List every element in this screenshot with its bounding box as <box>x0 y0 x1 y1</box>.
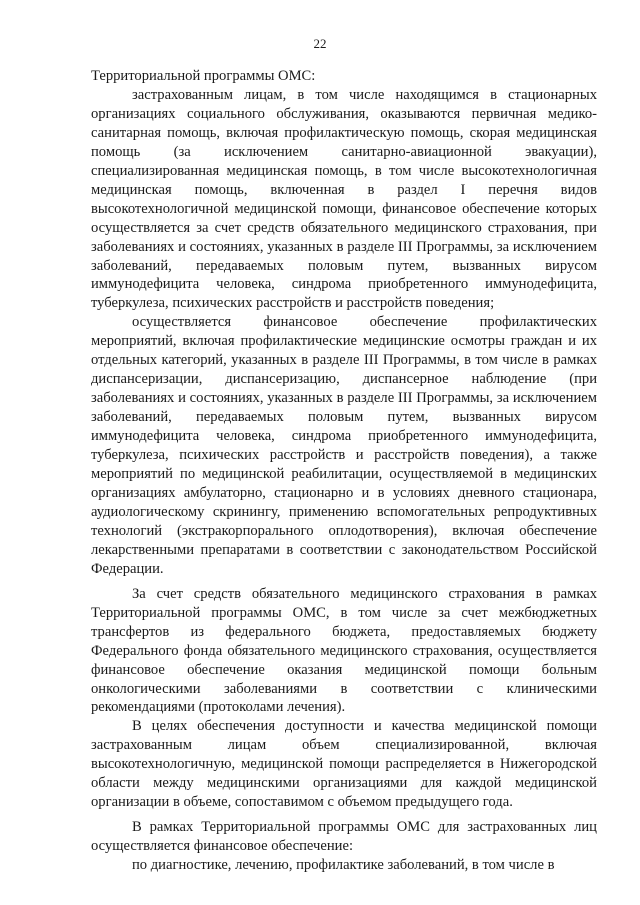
paragraph-preventive-measures: осуществляется финансовое обеспечение профилактических мероприятий, включая профилактические медицинские осмотры граждан и их отдельных категорий, указанных в разделе III Программы, в том числе в рамках диспансеризации, диспансеризацию, диспансерное наблюдение (при заболеваниях и состояниях, указанных в разделе III Программы, за исключением заболеваний, передаваемых половым путем, вызванных вирусом иммунодефицита человека, синдрома приобретенного иммунодефицита, туберкулеза, психических расстройств и расстройств поведения), а также мероприятий по медицинской реабилитации, осуществляемой в медицинских организациях амбулаторно, стационарно и в условиях дневного стационара, аудиологическому скринингу, применению вспомогательных репродуктивных технологий (экстракорпорального оплодотворения), включая обеспечение лекарственными препаратами в соответствии с законодательством Российской Федерации. <box>91 314 597 577</box>
document-body <box>91 67 597 875</box>
paragraph-oncology-funding: За счет средств обязательного медицинского страхования в рамках Территориальной программы ОМС, в том числе за счет межбюджетных трансфертов из федерального бюджета, предоставляемых бюджету Федерального фонда обязательного медицинского страхования, осуществляется финансовое обеспечение оказания медицинской помощи больным онкологическими заболеваниями в соответствии с клиническими рекомендациями (протоколами лечения). <box>91 585 597 716</box>
paragraph-care-distribution: В целях обеспечения доступности и качества медицинской помощи застрахованным лицам объем специализированной, включая высокотехнологичную, медицинской помощи распределяется в Нижегородской области между медицинскими организациями для каждой медицинской организации в объеме, сопоставимом с объемом предыдущего года. <box>91 718 597 811</box>
paragraph-financial-provision: В рамках Территориальной программы ОМС для застрахованных лиц осуществляется финансовое обеспечение: <box>91 819 597 855</box>
paragraph-diagnostics: по диагностике, лечению, профилактике заболеваний, в том числе в <box>132 857 555 874</box>
paragraph-continuation: Территориальной программы ОМС: <box>91 68 316 84</box>
paragraph-insured-persons-care: застрахованным лицам, в том числе находящимся в стационарных организациях социального обслуживания, оказываются первичная медико-санитарная помощь, включая профилактическую помощь, скорая медицинская помощь (за исключением санитарно-авиационной эвакуации), специализированная медицинская помощь, в том числе высокотехнологичная медицинская помощь, включенная в раздел I перечня видов высокотехнологичной медицинской помощи, финансовое обеспечение которых осуществляется за счет средств обязательного медицинского страхования, при заболеваниях и состояниях, указанных в разделе III Программы, за исключением заболеваний, передаваемых половым путем, вызванных вирусом иммунодефицита человека, синдрома приобретенного иммунодефицита, туберкулеза, психических расстройств и расстройств поведения; <box>91 86 597 312</box>
page-number: 22 <box>313 36 327 51</box>
